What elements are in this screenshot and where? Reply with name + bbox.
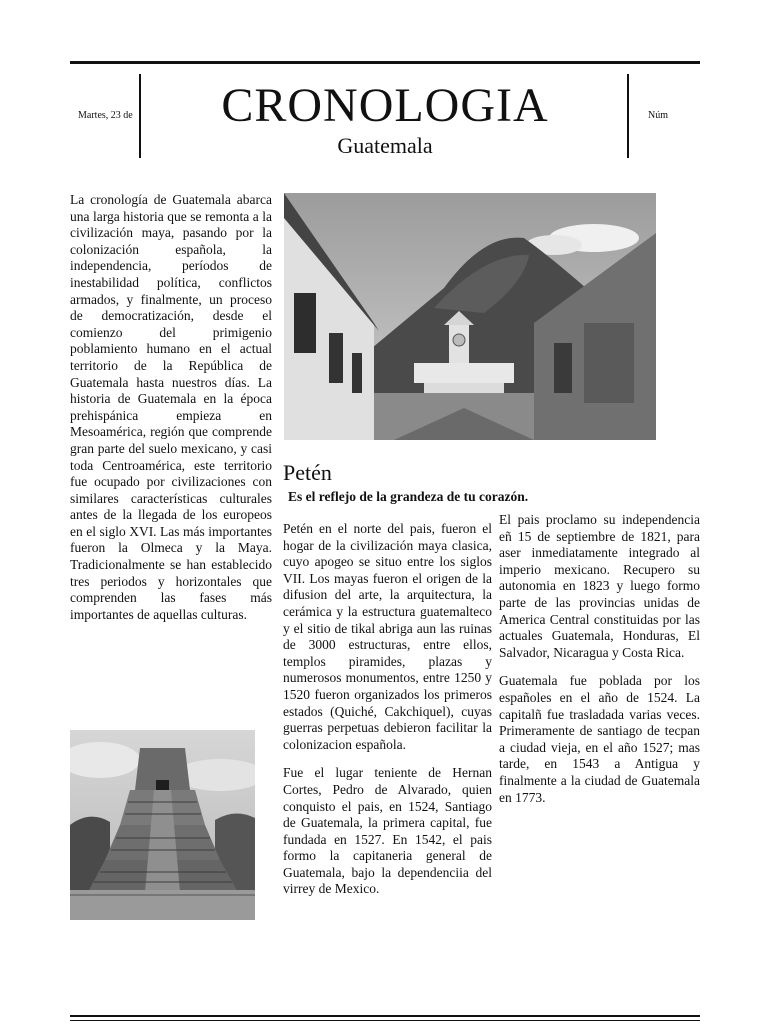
masthead-subtitle: Guatemala	[337, 133, 433, 158]
tikal-temple-photo	[70, 730, 255, 920]
bottom-rule	[70, 1015, 700, 1017]
issue-number: Núm	[648, 110, 668, 121]
mid-paragraph-1: Petén en el norte del pais, fueron el hogar de la civilización maya clasica, cuyo apogeo se situo entre los siglos VII. Los mayas fueron el origen de la difusion del arte, la arquitectura, la cerámica y la estructura guatemalteco y el sitio de tikal abriga aun las ruinas de 3000 estructuras, entre ellos, templos piramides, plazas y numerosos monumentos, entre 1250 y 1520 fueron organizados los primeros estados (Quiché, Cakchiquel), cuyas guerras perpetuas debieron facilitar la colonizacion española.	[283, 521, 492, 752]
section-title: Petén	[283, 460, 332, 485]
top-rule	[70, 61, 700, 64]
mid-paragraph-2: Fue el lugar teniente de Hernan Cortes, Pedro de Alvarado, quien conquisto el pais, en 1524, Santiago de Guatemala, la primera capital, fue fundada en 1527. En 1542, el pais formo la capitaneria general de Guatemala, bajo la dependenciia del virrey de Mexico.	[283, 765, 492, 897]
intro-paragraph: La cronología de Guatemala abarca una larga historia que se remonta a la civilización maya, pasando por la colonización española, la independencia, períodos de inestabilidad política, conflictos armados, y finalmente, un proceso de democratización, desde el comienzo del primigenio poblamiento humano en el actual territorio de la República de Guatemala hasta nuestros días. La historia de Guatemala en la época prehispánica empieza en Mesoamérica, región que comprende gran parte del suelo mexicano, y casi toda Centroamérica, este territorio fue ocupado por civilizaciones con similares características culturales antes de la llegada de los europeos en el siglo XVI. Las más importantes fueron la Olmeca y la Maya. Tradicionalmente se han establecido tres periodos y horizontales que comprenden las fases más importantes de aquellas culturas.	[70, 192, 272, 622]
right-paragraph-1: El pais proclamo su independencia eñ 15 de septiembre de 1821, para aser inmediatamente integrado al imperio mexicano. Recupero su autonomia en 1823 y luego formo parte de las provincias unidas de America Central constituidas por las actuales Guatemala, Honduras, El Salvador, Nicaragua y Costa Rica.	[499, 512, 700, 660]
antigua-arch-photo	[284, 193, 656, 440]
right-paragraph-2: Guatemala fue poblada por los españoles en el año de 1524. La capitalñ fue trasladada varias veces. Primeramente de santiago de tecpan a ciudad vieja, en el año 1527; mas tarde, en 1543 a Antigua y finalmente a la ciudad de Guatemala en 1773.	[499, 673, 700, 805]
middle-column	[283, 521, 492, 910]
right-column	[499, 512, 700, 818]
issue-date: Martes, 23 de	[78, 110, 133, 121]
header-divider-left	[139, 74, 141, 158]
masthead-title: CRONOLOGIA	[221, 79, 549, 132]
bottom-rule-thin	[70, 1020, 700, 1021]
header-divider-right	[627, 74, 629, 158]
section-subtitle: Es el reflejo de la grandeza de tu corazón.	[288, 489, 529, 504]
intro-column	[70, 192, 272, 635]
